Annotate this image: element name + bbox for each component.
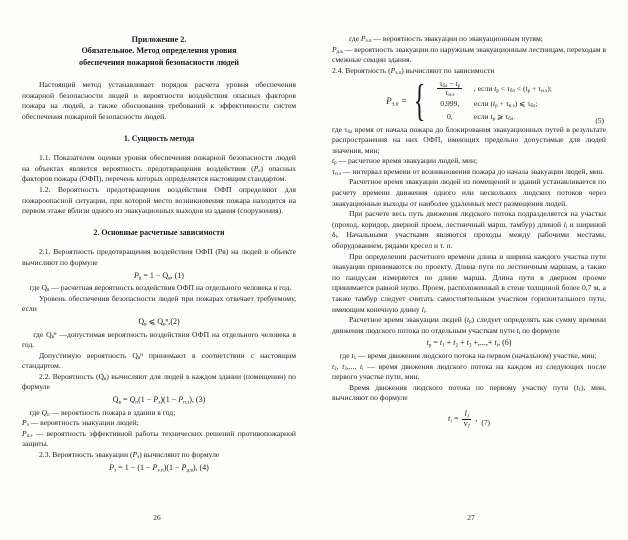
definition-ppz: $P_{п.з}$ — вероятность эффективной работы технических решений противопожарной защиты.: [22, 428, 296, 449]
formula-1: $P_в = 1 - Q_в$, (1): [134, 270, 184, 281]
clause-2-1: 2.1. Вероятность предотвращения воздействия ОФП (Pв) на людей в объекте вычисляют по формуле: [22, 247, 296, 267]
formula-7-equals: =: [451, 413, 461, 423]
formula-5-lhs: $P_{э.п}$: [386, 96, 399, 108]
paragraph-first-section-time: Время движения людского потока по первому участку пути $(t_1)$, мин, вычисляют по формуле: [332, 382, 606, 403]
formula-7: [332, 410, 606, 429]
fraction-denominator: $\tau_{н.э}$: [445, 88, 455, 99]
appendix-title: [22, 34, 296, 68]
formula-7-number: (7): [481, 417, 490, 427]
fraction-tbl-tp: [436, 80, 463, 97]
formula-3: $Q_в = Q_п(1 - P_э)(1 - P_{п.з})$, (3): [112, 395, 206, 406]
page-number-left: 26: [153, 513, 161, 522]
formula-5-row-1: [431, 80, 552, 97]
paragraph-admissible: Допустимую вероятность $Q_в^н$ принимают в соответствии с настоящим стандартом.: [22, 350, 296, 371]
appendix-title-line-1: Приложение 2.: [131, 35, 187, 44]
formula-5-row-1-condition: , если $t_р < \tau_{бл} < (t_р + \tau_{н.э})$;: [473, 83, 552, 94]
brace-glyph: {: [413, 76, 426, 126]
section-heading-2: 2. Основные расчетные зависимости: [93, 227, 225, 237]
formula-5-row-2-condition: если $(t_р + \tau_{н.э})$ ⩽ $\tau_{бл}$;: [473, 99, 538, 110]
intro-paragraph: Настоящий метод устанавливает порядок расчета уровня обеспечения пожарной безопасности людей и вероятности воздействия опасных факторов пожара на людей, а также обоснования требований к эффективности систем обеспечения пожарной безопасности людей.: [22, 80, 296, 121]
formula-5-rows: [428, 80, 552, 122]
formula-7-tail: ,: [473, 413, 478, 423]
fraction-l-over-v: [461, 410, 473, 429]
appendix-title-line-2: Обязательное. Метод определения уровня: [81, 46, 237, 56]
formula-5-number: (5): [595, 115, 604, 125]
formula-5-row-3-value: 0,: [446, 111, 453, 121]
page-number-right: 27: [467, 513, 475, 522]
definition-pe: $P_э$ — вероятность эвакуации людей;: [22, 418, 139, 429]
formula-7-numerator: $l_1$: [464, 408, 470, 420]
clause-1-1-mid: предотвращения воздействия (: [147, 163, 254, 173]
formula-4: $P_э = 1 - (1 - P_{э.п})(1 - P_{д.в})$, (4): [109, 462, 209, 473]
definition-pep: где $P_{э.п}$ — вероятность эвакуации по эвакуационным путям;: [349, 34, 543, 45]
definition-ti: $t_2$, $t_3$,..., $t_i$ — время движения людского потока на каждом из следующих после первого участке пути, мин.: [332, 361, 606, 382]
formula-7-denominator: $v_1$: [463, 418, 471, 430]
clause-1-2: 1.2. Вероятность предотвращения воздействия ОФП определяют для пожароопасной ситуации, при которой место возникновения пожара находится на первом этаже вблизи одного из эвакуационных выходов из здания (сооружения).: [22, 184, 296, 216]
section-heading-1: 1. Сущность метода: [123, 133, 195, 143]
clause-2-2: 2.2. Вероятность $(Q_в)$ вычисляют для людей в каждом здании (помещении) по формуле: [22, 371, 296, 392]
clause-1-1: [22, 153, 296, 185]
formula-5-row-3-condition: если $t_р$ ⩾ $\tau_{бл}$.: [473, 111, 516, 123]
formula-5-equals: =: [401, 96, 407, 107]
symbol-pv: $P_в$: [253, 163, 261, 175]
definition-tbl: где $\tau_{бл}$ время от начала пожара до блокирования эвакуационных путей в результате распространения на них ОФП, имеющих предельно допустимые для людей значения, мин;: [332, 124, 607, 155]
appendix-title-line-3: обеспечения пожарной безопасности людей: [78, 57, 240, 67]
right-column-body: [332, 34, 606, 429]
formula-5-row-2: [431, 99, 552, 110]
formula-5-row-2-value: 0,999,: [440, 99, 460, 109]
definition-qvn: где $Q_в^н$ —допустимая вероятность воздействия ОФП на отдельного человека в год.: [22, 329, 296, 350]
paragraph-calc-time: Расчетное время эвакуации людей из помещений и зданий устанавливается по расчету времени движения одного или нескольких людских потоков через эвакуационные выходы от наиболее удаленных мест размещения людей.: [332, 177, 606, 208]
definition-qv: где $Q_в$ — расчетная вероятность воздействия ОФП на отдельного человека в год.: [22, 283, 292, 294]
definition-t1: где $t_1$ — время движения людского потока на первом (начальном) участке, мин;: [332, 350, 597, 362]
formula-5-row-1-value: [431, 80, 469, 97]
definition-pdv: $P_{д.в}$ — вероятность эвакуации по наружным эвакуационным лестницам, переходам в смежные секции здания.: [332, 44, 606, 65]
paragraph-sum-time: Расчетное время эвакуации людей $(t_р)$ следует определять как сумму времени движения людского потока по отдельным участкам пути $t_i$ по формуле: [332, 315, 606, 337]
formula-6: $t_р = t_1 + t_2 + t_3$ +,...,+ $t_i$, (6): [426, 338, 512, 349]
definition-qp: где $Q_п$ — вероятность пожара в здании в год;: [22, 407, 176, 418]
paragraph-project-dimensions: При определении расчетного времени длина и ширина каждого участка пути эвакуации принимаются по проекту. Длина пути по лестничным маршам, а также по пандусам измеряется по длине марша. Длина пути в дверном проеме принимается равной нулю. Проем, расположенный в стене толщиной более 0,7 м, а также тамбур следует считать самостоятельным участком горизонтального пути, имеющим конечную длину $l_i$.: [332, 251, 606, 315]
fraction-numerator: $\tau_{бл} - t_р$: [439, 79, 461, 90]
formula-5-row-3: [431, 112, 552, 123]
clause-1-1-part-a: 1.1. Показателем оценки уровня обеспечения пожарной безопасности людей на объектах является вероятность: [22, 153, 296, 173]
definition-tp: $t_р$ — расчетное время эвакуации людей, мин;: [332, 156, 478, 167]
formula-2: $Q_в$ ⩽ $Q_в^н,(2)$: [138, 316, 180, 328]
left-column-body: [22, 34, 296, 473]
page-right: [314, 0, 628, 540]
clause-1-1-close: ): [260, 163, 264, 173]
formula-5: [332, 76, 606, 126]
paragraph-path-sections: При расчете весь путь движения людского потока подразделяется на участки (проход, коридор, дверной проем, лестничный марш, тамбур) длиной $l_i$ и шириной $\delta_i$. Начальными участками являются проходы между рабочими местами, оборудованием, рядами кресел и т. п.: [332, 209, 606, 251]
clause-2-4: 2.4. Вероятность $(P_{э.п})$ вычисляют по зависимости: [332, 65, 495, 77]
definition-tnz: $\tau_{н.э}$ — интервал времени от возникновения пожара до начала эвакуации людей, мин.: [332, 166, 605, 178]
clause-2-3: 2.3. Вероятность эвакуации $(P_э)$ вычисляют по формуле: [39, 450, 220, 461]
formula-7-lhs: $t_i$: [447, 413, 452, 425]
paragraph-safety-level: Уровень обеспечения безопасности людей при пожарах отвечает требуемому, если: [22, 293, 296, 314]
clause-1-1-part-b: опасных факторов пожара (ОФП), перечень которых определяется настоящим стандартом.: [22, 163, 297, 184]
